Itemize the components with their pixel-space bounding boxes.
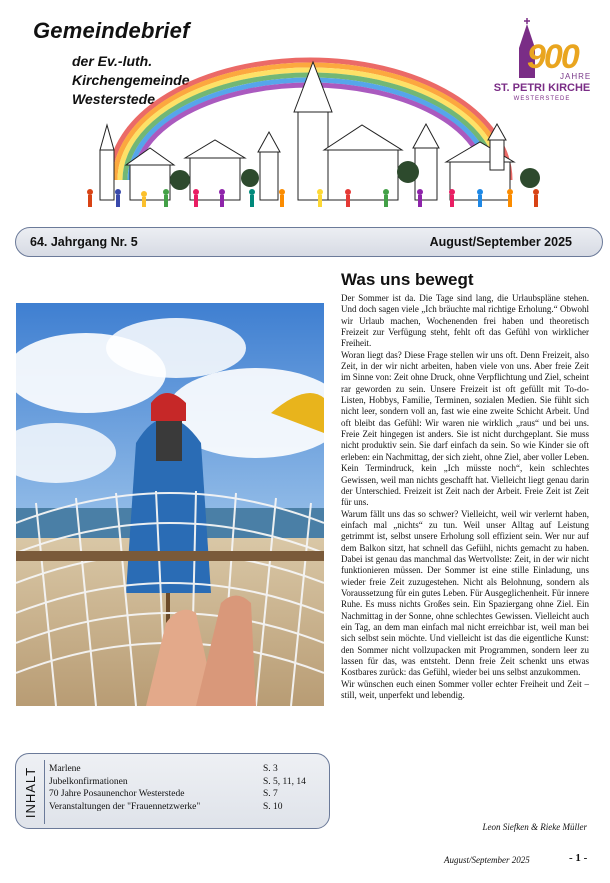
toc-item (49, 801, 325, 814)
article-body (341, 293, 589, 701)
page-number: - 1 - (569, 852, 588, 864)
logo-number: 900 (527, 38, 578, 76)
article-paragraph: Woran liegt das? Diese Frage stellen wir uns oft. Denn Freizeit, also Zeit, in der wir nicht arbeiten, haben viele von uns. Aber freie Zeit im Sinne von: Zeit ohne Druck, ohne Verpflichtung und Ziel, scheint rar geworden zu sein. Unsere Freizeit ist oft gefüllt mit To-do-Listen, Hobbys, Familie, Terminen, sozialen Medien. Sie fühlt sich nicht leer, sondern voll an, fast wie eine zweite Schicht Arbeit. Und oft bleibt das Gefühl: Wir waren nie wirklich „raus“ und bei uns. Freie Zeit hingegen ist anders. Sie ist nicht durchgeplant. Sie muss nicht produktiv sein. Sie darf einfach da sein. So wie Kinder sie oft erleben: ein Nachmittag, der sich zieht, ohne Ziel, aber voller Leben. Kein Termindruck, kein „Ich müsste noch“, kein schlechtes Gewissen, weil man nichts geschafft hat. Vielleicht liegt genau darin der Unterschied. Freizeit ist Zeit nach der Arbeit. Freie Zeit ist Zeit für uns. (341, 349, 589, 508)
rainbow-village-illustration (70, 40, 550, 220)
subtitle-line: Westerstede (72, 91, 156, 107)
contents-box (15, 753, 330, 829)
issue-info-bar (15, 227, 603, 257)
toc-item-page: S. 7 (263, 789, 278, 799)
publication-title: Gemeindebrief (33, 18, 190, 43)
contents-label-text: INHALT (23, 766, 39, 818)
subtitle-line: Kirchengemeinde (72, 72, 190, 88)
toc-item (49, 788, 325, 801)
article-signature: Leon Siefken & Rieke Müller (482, 822, 587, 832)
logo-jahre: JAHRE (560, 72, 592, 81)
logo-church-name: ST. PETRI KIRCHE (493, 82, 591, 94)
contents-label (22, 760, 40, 824)
toc-item-title: Marlene (49, 764, 81, 774)
subtitle-line: der Ev.-luth. (72, 53, 153, 69)
contents-divider (44, 760, 45, 824)
toc-item-title: Veranstaltungen der "Frauennetzwerke" (49, 801, 201, 812)
toc-item-page: S. 3 (263, 764, 278, 774)
article-title: Was uns bewegt (341, 270, 474, 289)
footer-date: August/September 2025 (444, 855, 530, 865)
issue-months: August/September 2025 (429, 235, 572, 249)
hammock-beach-photo (16, 303, 324, 706)
article-paragraph: Warum fällt uns das so schwer? Vielleicht, weil wir verlernt haben, einfach mal „nichts“ zu tun. Weil unser Alltag auf Leistung getrimmt ist, selbst unsere Erholung soll effizient sein. Wer nur auf dem Balkon sitzt, hat schnell das Gefühl, nichts gemacht zu haben. Dabei ist genau das manchmal das Wertvollste: Zeit, in der wir nicht funktionieren müssen. Der Sommer ist eine stille Einladung, uns wieder freie Zeit zuzugestehen. Nicht als Belohnung, sondern als Voraussetzung für ein gutes Leben. Für Ausgeglichenheit. Für innere Ruhe. Es muss nichts Großes sein. Ein Spaziergang ohne Ziel. Ein Nachmittag in der Sonne, ohne schlechtes Gewissen. Vielleicht auch ein Tag, an dem man einfach mal nicht erreichbar ist, weil man bei sich selbst sein möchte. Und vielleicht ist das die eigentliche Kunst: den Sommer nicht vollzupacken mit Programmen, sondern leer zu lassen für das, was entsteht. Denn freie Zeit schenkt uns etwas Kostbares zurück: das Gefühl, wieder bei uns selbst anzukommen. (341, 508, 589, 678)
logo-town: WESTERSTEDE (513, 96, 571, 102)
toc-item-title: Jubelkonfirmationen (49, 776, 128, 787)
anniversary-logo (486, 18, 598, 106)
article-paragraph: Wir wünschen euch einen Sommer voller echter Freiheit und Zeit – still, weit, unperfekt und lebendig. (341, 678, 589, 701)
toc-item (49, 776, 325, 789)
table-of-contents (49, 763, 325, 813)
toc-item-title: 70 Jahre Posaunenchor Westerstede (49, 789, 185, 799)
toc-item (49, 763, 325, 776)
article-paragraph: Der Sommer ist da. Die Tage sind lang, die Urlaubspläne stehen. Und doch sagen viele „Ich bräuchte mal richtige Erholung.“ Obwohl wir Urlaub machen, Wochenenden frei haben und theoretisch Freizeit zur Verfügung steht, fehlt oft das Gefühl von wirklicher Freiheit. (341, 293, 589, 349)
toc-item-page: S. 10 (263, 801, 283, 812)
toc-item-page: S. 5, 11, 14 (263, 776, 306, 787)
issue-number: 64. Jahrgang Nr. 5 (30, 235, 138, 249)
